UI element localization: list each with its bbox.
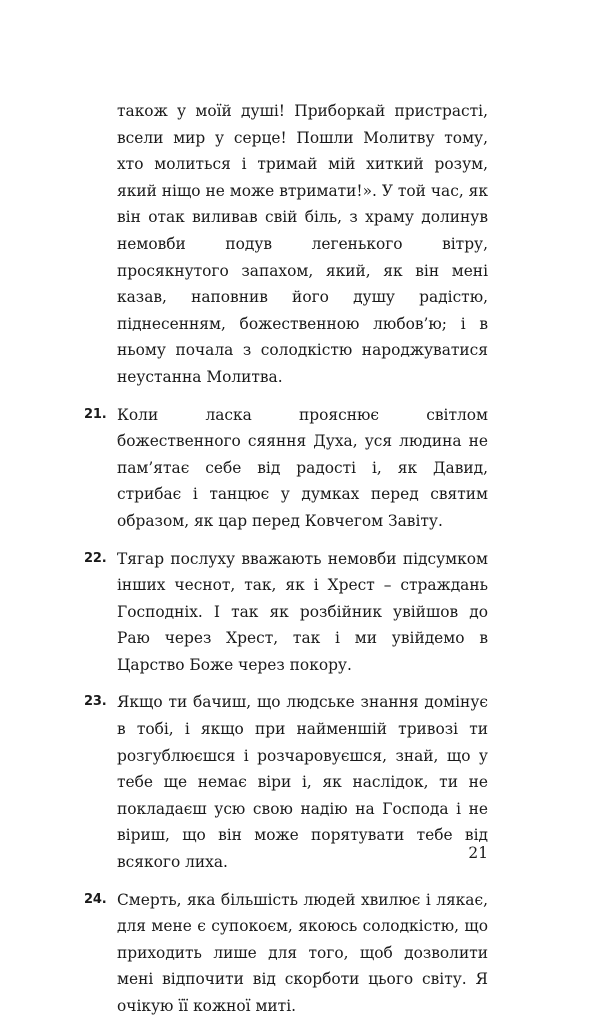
- continuation-paragraph: також у моїй душі! Приборкай пристрасті, всели мир у серце! Пошли Молитву тому, хто молиться і тримай мій хиткий розум, який ніщо не може втримати!». У той час, як він отак виливав свій біль, з храму долинув немовби подув легенького вітру, просякнутого запахом, який, як він мені казав, наповнив його душу радістю, піднесенням, божественною любов’ю; і в ньому почала з солодкістю народжуватися неустанна Молитва.: [117, 102, 488, 386]
- item-text: Тягар послуху вважають немовби підсумком інших чеснот, так, як і Хрест – страждань Господніх. І так як розбійник увійшов до Раю через Хрест, так і ми увійдемо в Царство Боже через покору.: [117, 549, 488, 674]
- list-item-23: [84, 689, 488, 875]
- list-item-21: [84, 402, 488, 535]
- list-item-24: [84, 887, 488, 1020]
- item-text: Смерть, яка більшість людей хвилює і лякає, для мене є супокоєм, якоюсь солодкістю, що приходить лише для того, щоб дозволити мені відпочити від скорботи цього світу. Я очікую її кожної миті.: [117, 890, 488, 1015]
- item-number: 23.: [84, 694, 107, 710]
- list-item-22: [84, 546, 488, 679]
- page-body: [84, 98, 488, 1020]
- item-number: 22.: [84, 550, 107, 566]
- item-text: Якщо ти бачиш, що людське знання домінує в тобі, і якщо при найменшій тривозі ти розгублюєшся і розчаровуєшся, знай, що у тебе ще немає віри і, як наслідок, ти не покладаєш усю свою надію на Господа і не віриш, що він може порятувати тебе від всякого лиха.: [117, 693, 488, 872]
- item-number: 24.: [84, 891, 107, 907]
- item-text: Коли ласка прояснює світлом божественного сяяння Духа, уся людина не пам’ятає себе від радості і, як Давид, стрибає і танцює у думках перед святим образом, як цар перед Ковчегом Завіту.: [117, 405, 488, 530]
- page-number: 21: [468, 844, 488, 862]
- item-number: 21.: [84, 406, 107, 422]
